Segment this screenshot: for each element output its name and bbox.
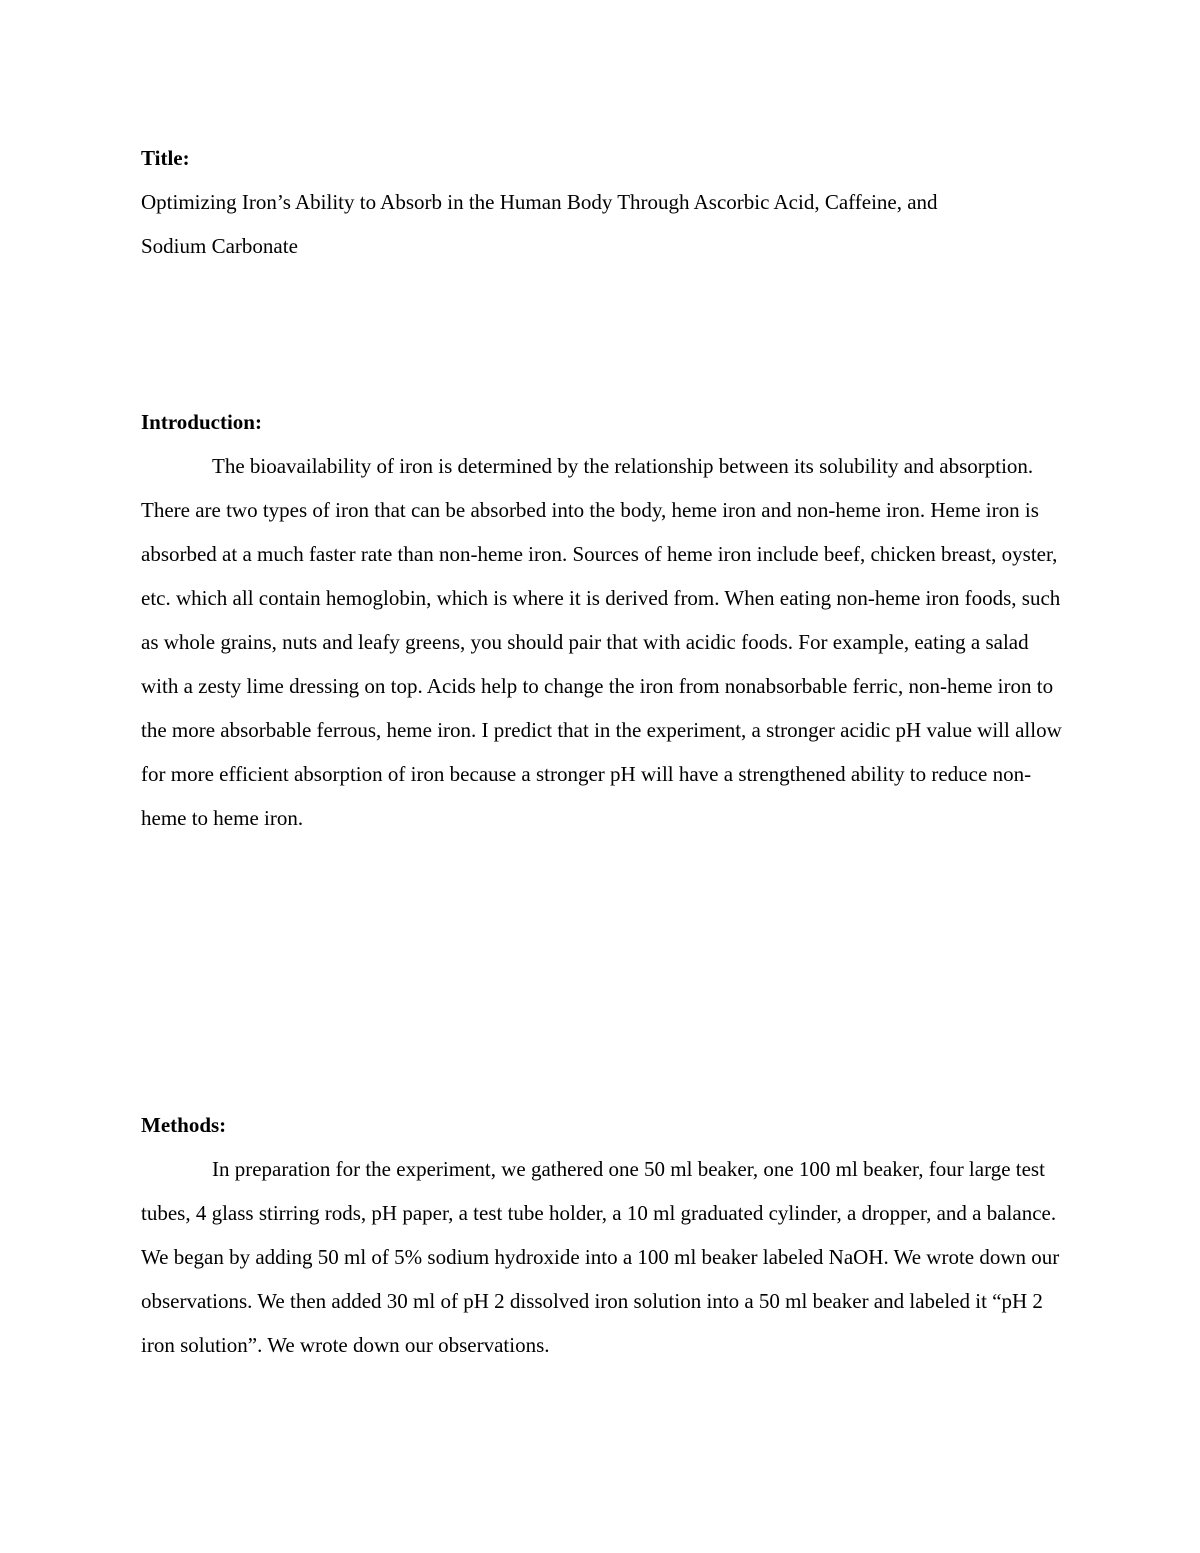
document-title: Optimizing Iron’s Ability to Absorb in the Human Body Through Ascorbic Acid, Caffeine, and Sodium Carbonate (141, 190, 938, 258)
methods-paragraph: In preparation for the experiment, we gathered one 50 ml beaker, one 100 ml beaker, four large test tubes, 4 glass stirring rods, pH paper, a test tube holder, a 10 ml graduated cylinder, a dropper, and a balance. We began by adding 50 ml of 5% sodium hydroxide into a 100 ml beaker labeled NaOH. We wrote down our observations. We then added 30 ml of pH 2 dissolved iron solution into a 50 ml beaker and labeled it “pH 2 iron solution”. We wrote down our observations. (141, 1157, 1060, 1357)
methods-heading: Methods: (141, 1113, 227, 1137)
introduction-paragraph: The bioavailability of iron is determined by the relationship between its solubility and absorption. There are two types of iron that can be absorbed into the body, heme iron and non-heme iron. Heme iron is absorbed at a much faster rate than non-heme iron. Sources of heme iron include beef, chicken breast, oyster, etc. which all contain hemoglobin, which is where it is derived from. When eating non-heme iron foods, such as whole grains, nuts and leafy greens, you should pair that with acidic foods. For example, eating a salad with a zesty lime dressing on top. Acids help to change the iron from nonabsorbable ferric, non-heme iron to the more absorbable ferrous, heme iron. I predict that in the experiment, a stronger acidic pH value will allow for more efficient absorption of iron because a stronger pH will have a strengthened ability to reduce non-heme to heme iron. (141, 454, 1062, 830)
title-heading: Title: (141, 146, 190, 170)
title-section (141, 136, 1071, 268)
introduction-section (141, 400, 1071, 840)
introduction-heading: Introduction: (141, 410, 262, 434)
methods-section (141, 1103, 1071, 1367)
